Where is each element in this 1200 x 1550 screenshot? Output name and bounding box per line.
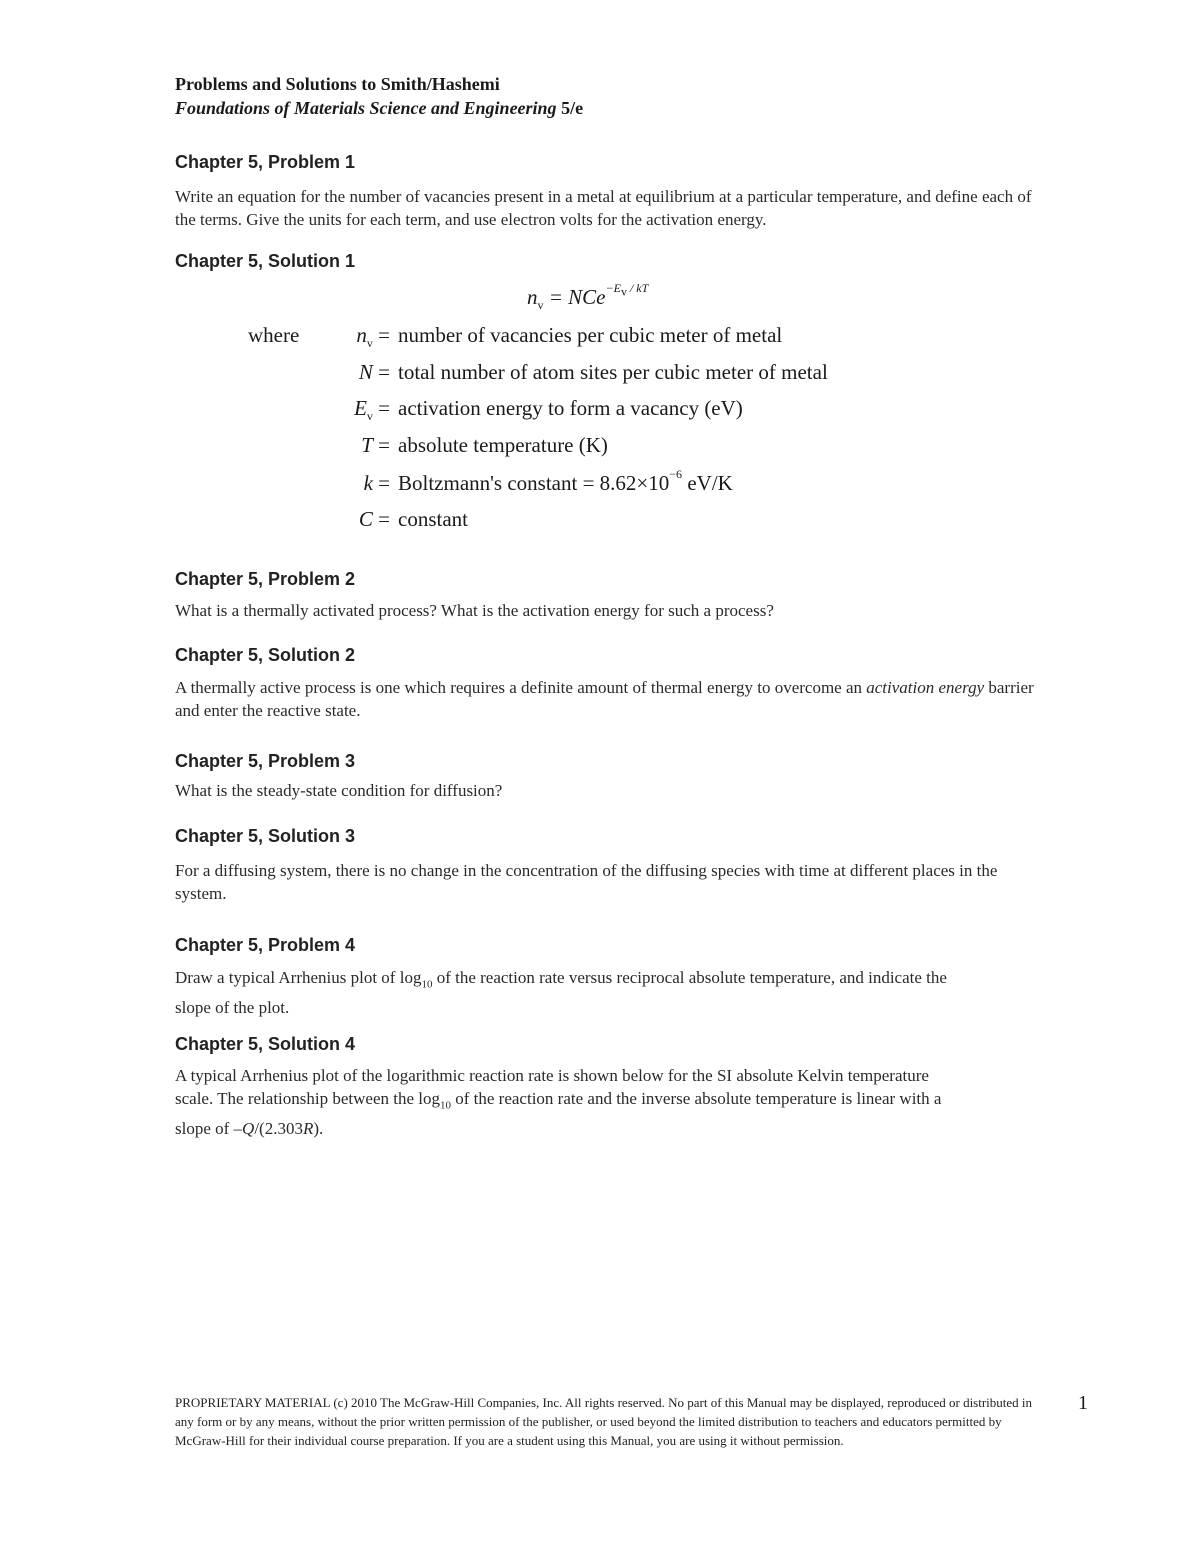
solution-4-Q: Q xyxy=(242,1119,255,1139)
eq-rhs: = NCe xyxy=(543,285,606,309)
solution-4-sub: 10 xyxy=(440,1099,451,1112)
def-text: activation energy to form a vacancy (eV) xyxy=(398,396,743,420)
def-symbol: $E_v$ = xyxy=(354,396,390,424)
eq-exp-tail: / kT xyxy=(626,281,649,295)
problem-1-text: Write an equation for the number of vacancies present in a metal at equilibrium at a particular temperature, and define each of the terms. Give the units for each term, and use electron volts for the activation energy. xyxy=(175,187,1032,229)
problem-2-heading: Chapter 5, Problem 2 xyxy=(175,569,356,589)
problem-4-text xyxy=(175,966,985,1019)
book-header-line2 xyxy=(175,98,583,119)
def-text: constant xyxy=(398,507,468,531)
def-text: absolute temperature (K) xyxy=(398,432,608,457)
definition-row xyxy=(300,433,1000,470)
def-text-sup: −6 xyxy=(669,467,683,481)
def-sym-sub: v xyxy=(366,409,373,424)
problem-3-heading: Chapter 5, Problem 3 xyxy=(175,751,356,771)
book-title: Foundations of Materials Science and Engineering xyxy=(175,98,557,118)
definition-row xyxy=(300,469,1000,507)
problem-4-heading: Chapter 5, Problem 4 xyxy=(175,935,356,955)
def-sym-letter: n xyxy=(356,323,367,347)
def-symbol: N = xyxy=(358,359,390,384)
proprietary-footer: PROPRIETARY MATERIAL (c) 2010 The McGraw-Hill Companies, Inc. All rights reserved. No part of this Manual may be displayed, reproduced or distributed in any form or by any means, without the prior written permission of the publisher, or used beyond the limited distribution to teachers and educators permitted by McGraw-Hill for their individual course preparation. If you are a student using this Manual, you are using it without permission. xyxy=(175,1395,1033,1448)
problem-2-text: What is a thermally activated process? What is the activation energy for such a process? xyxy=(175,601,774,620)
def-symbol: C = xyxy=(358,507,390,531)
solution-2-heading: Chapter 5, Solution 2 xyxy=(175,645,356,665)
def-sym-letter: T xyxy=(361,432,373,457)
eq-exp-e: −E xyxy=(605,281,621,295)
def-text-tail: eV/K xyxy=(682,471,733,495)
solution-2-text-a: A thermally active process is one which requires a definite amount of thermal energy to overcome an xyxy=(175,678,867,697)
problem-4-text-b: of the reaction rate versus reciprocal absolute temperature, and indicate the slope of the plot. xyxy=(175,968,947,1018)
solution-4-text-b: of the reaction rate and the inverse absolute temperature is linear with a slope of – xyxy=(175,1089,942,1139)
def-text: total number of atom sites per cubic meter of metal xyxy=(398,359,828,384)
solution-4-heading: Chapter 5, Solution 4 xyxy=(175,1034,356,1054)
solution-4-text-a: A typical Arrhenius plot of the logarithmic reaction rate is shown below for the SI absolute Kelvin temperature scale. The relationship between the log xyxy=(175,1066,929,1108)
solution-2-text-b: barrier and enter the reactive state. xyxy=(175,678,1034,720)
def-symbol: k = xyxy=(363,471,390,495)
solution-2-italic: activation energy xyxy=(866,678,985,697)
def-sym-sub: v xyxy=(366,336,373,351)
def-text xyxy=(398,467,733,496)
definition-row xyxy=(300,507,1000,544)
def-sym-letter: C xyxy=(358,507,373,531)
solution-1-heading: Chapter 5, Solution 1 xyxy=(175,251,356,271)
book-edition: 5/e xyxy=(556,98,584,118)
definition-row xyxy=(300,360,1000,397)
where-label: where xyxy=(248,323,300,347)
solution-3-text: For a diffusing system, there is no change in the concentration of the diffusing species with time at different places in the system. xyxy=(175,861,998,903)
problem-3-text: What is the steady-state condition for diffusion? xyxy=(175,781,503,800)
page-number: 1 xyxy=(1078,1392,1088,1414)
solution-2-text xyxy=(175,676,1055,722)
definition-row xyxy=(300,396,1000,433)
def-text-main: Boltzmann's constant = 8.62×10 xyxy=(398,471,670,495)
problem-4-text-a: Draw a typical Arrhenius plot of log xyxy=(175,968,422,987)
book-header-line1: Problems and Solutions to Smith/Hashemi xyxy=(175,74,500,94)
problem-1-heading: Chapter 5, Problem 1 xyxy=(175,152,356,172)
eq-lhs-sub: v xyxy=(537,298,544,313)
solution-4-text-d: ). xyxy=(313,1119,324,1139)
def-symbol: T = xyxy=(361,432,390,457)
def-symbol: $n_v$ = xyxy=(356,323,390,351)
definition-row xyxy=(300,323,1000,360)
eq-exp-sub: v xyxy=(620,284,627,299)
eq-lhs: n xyxy=(527,285,538,309)
eq-exponent xyxy=(605,281,649,299)
def-text: number of vacancies per cubic meter of metal xyxy=(398,323,783,347)
solution-3-heading: Chapter 5, Solution 3 xyxy=(175,826,356,846)
vacancy-equation xyxy=(527,281,649,313)
solution-4-R: R xyxy=(302,1119,314,1139)
def-sym-letter: E xyxy=(354,396,367,420)
solution-4-text-c: /(2.303 xyxy=(254,1119,303,1139)
def-sym-letter: N xyxy=(358,359,373,384)
problem-4-sub: 10 xyxy=(421,978,433,991)
definitions-list xyxy=(300,323,1000,544)
def-sym-letter: k xyxy=(363,471,373,495)
solution-4-text xyxy=(175,1064,965,1140)
